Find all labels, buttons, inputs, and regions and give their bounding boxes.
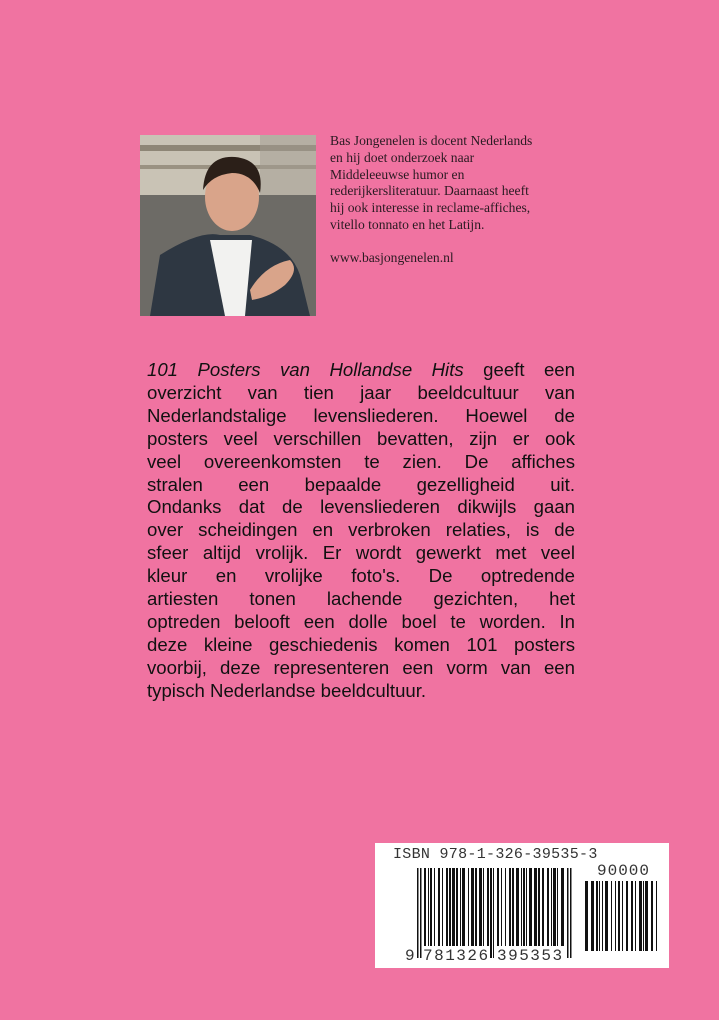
ean-left-digits: 781326 (423, 947, 490, 965)
barcode-bar (596, 881, 598, 951)
barcode-bar (452, 868, 455, 946)
ean-first-digit: 9 (405, 947, 415, 965)
blurb-line: deze kleine geschiedenis komen 101 posters (147, 633, 575, 655)
book-blurb (147, 359, 575, 703)
barcode-bar (493, 868, 494, 958)
blurb-line: optreden belooft een dolle boel te worden. In (147, 610, 575, 632)
barcode-bar (551, 868, 552, 946)
barcode-bar (475, 868, 477, 946)
barcode-bar (487, 868, 489, 946)
barcode-bar (561, 868, 564, 946)
blurb-line: stralen een bepaalde gezelligheid uit. (147, 473, 575, 495)
blurb-line: voorbij, deze representeren een vorm van een (147, 656, 575, 678)
bio-line: rederijkersliteratuur. Daarnaast heeft (330, 183, 529, 199)
barcode-bar (505, 868, 506, 946)
barcode-bar (468, 868, 469, 946)
barcode-bar (523, 868, 525, 946)
blurb-line: Nederlandstalige levensliederen. Hoewel de (147, 404, 575, 426)
barcode-bar (424, 868, 426, 946)
bio-line: Middeleeuwse humor en (330, 166, 465, 182)
author-website: www.basjongenelen.nl (330, 249, 454, 265)
barcode-bar (420, 868, 422, 958)
ean-right-digits: 395353 (497, 947, 564, 965)
blurb-line: overzicht van tien jaar beeldcultuur van (147, 381, 575, 403)
barcode-bar (462, 868, 465, 946)
barcode-bar (501, 868, 502, 946)
barcode-bar (529, 868, 532, 946)
blurb-line: kleur en vrolijke foto's. De optredende (147, 565, 575, 587)
barcode-bar (631, 881, 633, 951)
barcode-bar (643, 881, 644, 951)
barcode-bar (639, 881, 642, 951)
blurb-line: artiesten tonen lachende gezichten, het (147, 588, 575, 610)
barcode-bar (645, 881, 648, 951)
barcode-bar (479, 868, 482, 946)
book-title: 101 Posters van Hollandse Hits (147, 359, 464, 380)
barcode-bar (553, 868, 556, 946)
barcode-bar (434, 868, 435, 946)
barcode-bar (460, 868, 461, 946)
barcode-bar (611, 881, 612, 951)
barcode-bar (557, 868, 558, 946)
barcode-bar (567, 868, 569, 958)
barcode-bar (534, 868, 537, 946)
barcode-bar (430, 868, 432, 946)
barcode-bar (490, 868, 492, 958)
barcode-bar (602, 881, 603, 951)
blurb-text: geeft een (463, 359, 575, 380)
author-bio (330, 133, 600, 267)
blurb-line: Ondanks dat de levensliederen dikwijls gaan (147, 496, 575, 518)
barcode-bar (599, 881, 600, 951)
barcode-bar (449, 868, 451, 946)
bio-line: en hij doet onderzoek naar (330, 149, 475, 165)
barcode-bar (605, 881, 608, 951)
barcode-bar (526, 868, 527, 946)
barcode-bar (483, 868, 484, 946)
barcode-bar (471, 868, 474, 946)
barcode-bar (456, 868, 458, 946)
barcode-bar (509, 868, 511, 946)
barcode-bar (512, 868, 514, 946)
barcode-bar (585, 881, 588, 951)
barcode-bar (626, 881, 628, 951)
blurb-line: sfeer altijd vrolijk. Er wordt gewerkt met veel (147, 542, 575, 564)
barcode-bar (428, 868, 429, 946)
barcode-bar (570, 868, 572, 958)
barcode-bar (622, 881, 623, 951)
barcode-bar (635, 881, 636, 951)
isbn-label: ISBN 978-1-326-39535-3 (393, 846, 598, 863)
barcode-bar (516, 868, 519, 946)
bio-line: hij ook interesse in reclame-affiches, (330, 200, 531, 216)
barcode-bar (591, 881, 594, 951)
barcode-bar (618, 881, 620, 951)
bio-line: vitello tonnato en het Latijn. (330, 216, 485, 232)
barcode-bar (442, 868, 443, 946)
barcode-bar (656, 881, 657, 951)
price-code: 90000 (597, 862, 651, 880)
blurb-line: veel overeenkomsten te zien. De affiches (147, 450, 575, 472)
blurb-line: over scheidingen en verbroken relaties, is de (147, 519, 575, 541)
barcode-bar (547, 868, 549, 946)
barcode-bar (521, 868, 522, 946)
barcode-bar (497, 868, 499, 946)
isbn-barcode (375, 843, 669, 968)
blurb-line: posters veel verschillen bevatten, zijn er ook (147, 427, 575, 449)
barcode-bar (542, 868, 544, 946)
author-photo (140, 135, 316, 316)
barcode-bar (417, 868, 419, 958)
barcode-bar (446, 868, 448, 946)
bio-line: Bas Jongenelen is docent Nederlands (330, 133, 533, 148)
barcode-bar (538, 868, 540, 946)
barcode-bar (615, 881, 616, 951)
barcode-bar (438, 868, 440, 946)
blurb-line (147, 359, 575, 382)
blurb-line: typisch Nederlandse beeldcultuur. (147, 679, 427, 701)
barcode-bar (651, 881, 653, 951)
